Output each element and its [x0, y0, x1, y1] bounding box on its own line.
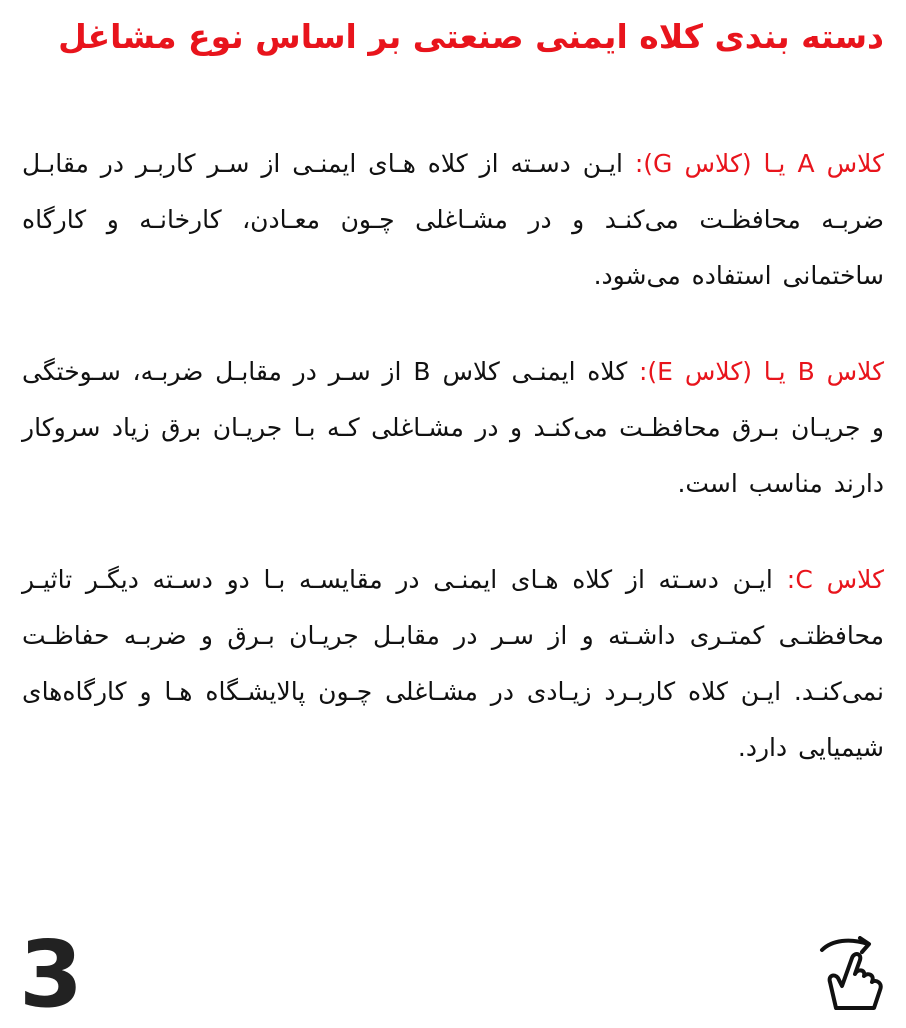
- page-title: دسته بندی کلاه ایمنی صنعتی بر اساس نوع مشاغل: [58, 17, 884, 56]
- section-class-b: [22, 344, 884, 512]
- section-text: ایـن دسـته از کلاه هـای ایمنـی در مقایسـه بـا دو دسـته دیگـر تاثیـر محافظتـی کمتـری داشـته و از سـر در مقابـل جریـان بـرق و ضربـه حفاظـت نمی‌کنـد. ایـن کلاه کاربـرد زیـادی در مشـاغلی چـون پالایشـگاه هـا و کارگاه‌های شیمیایی دارد.: [22, 565, 884, 762]
- section-colon: :: [786, 565, 796, 594]
- section-text: ایـن دسـته از کلاه هـای ایمنـی از سـر کاربـر در مقابـل ضربـه محافظـت می‌کنـد و در مشـاغلی چـون معـادن، کارخانـه و کارگاه ساختمانی استفاده می‌شود.: [22, 149, 884, 290]
- section-colon: :: [638, 357, 648, 386]
- swipe-hand-icon[interactable]: [816, 936, 888, 1016]
- page-number: 3: [18, 921, 83, 1028]
- section-label: کلاس C: [795, 565, 884, 594]
- section-class-a: [22, 136, 884, 304]
- section-colon: :: [634, 149, 644, 178]
- section-class-c: [22, 552, 884, 776]
- section-label: کلاس B یـا (کلاس E): [647, 357, 884, 386]
- section-label: کلاس A یـا (کلاس G): [643, 149, 884, 178]
- section-text: کلاه ایمنـی کلاس B از سـر در مقابـل ضربـه، سـوختگی و جریـان بـرق محافظـت می‌کنـد و در مشـاغلی کـه بـا جریـان برق زیاد سروکار دارند مناسب است.: [22, 357, 884, 498]
